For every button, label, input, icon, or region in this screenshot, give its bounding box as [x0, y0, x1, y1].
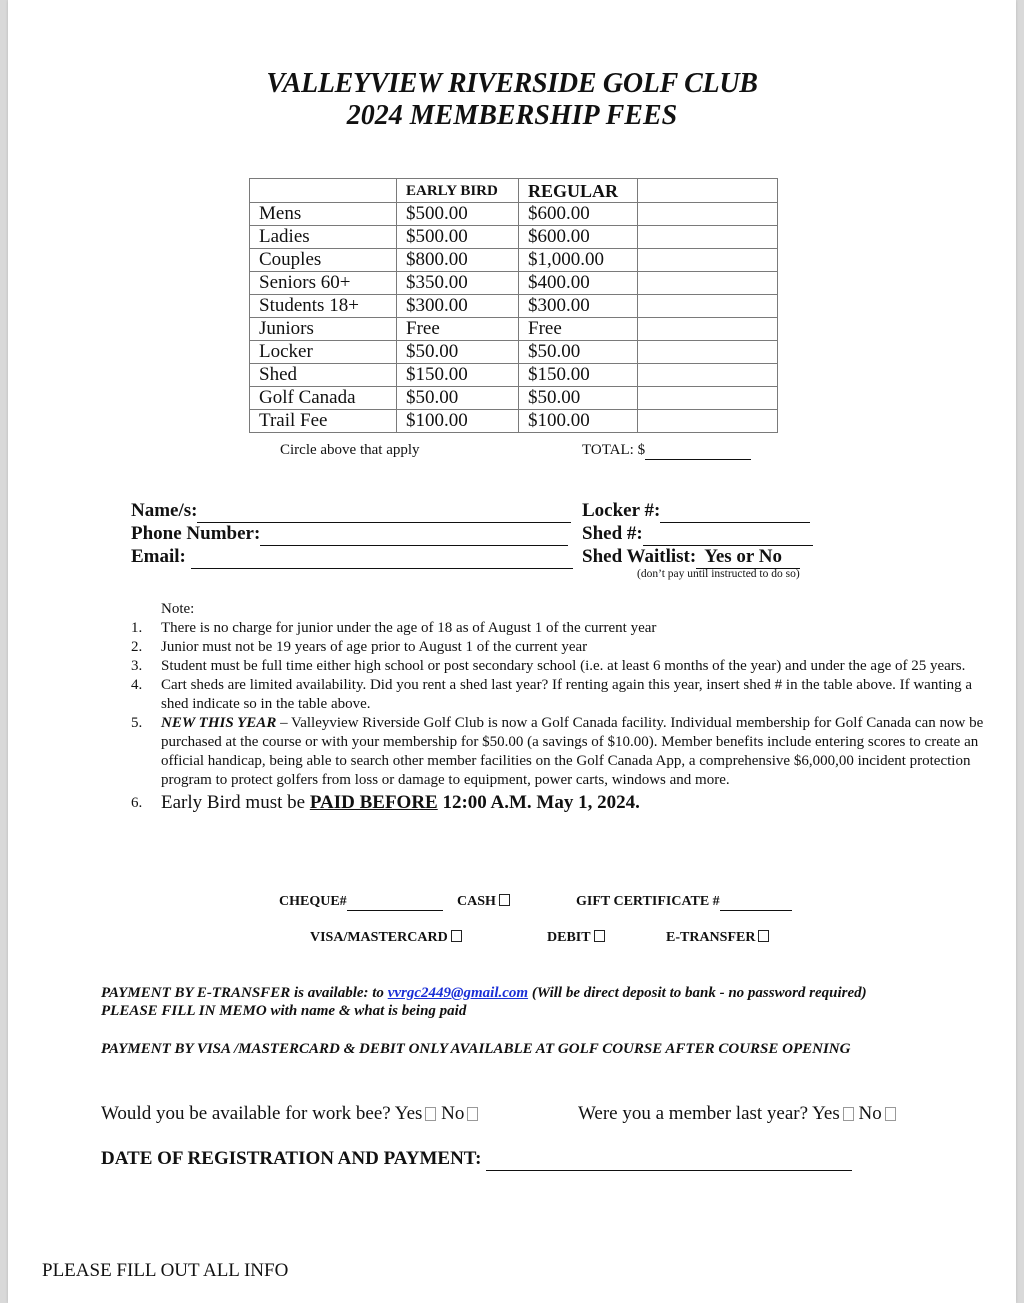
row-extra-cell[interactable]	[638, 249, 778, 272]
registration-date-label: DATE OF REGISTRATION AND PAYMENT:	[101, 1148, 482, 1169]
etransfer-checkbox[interactable]	[758, 930, 769, 942]
note-emphasis: PAID BEFORE	[309, 792, 438, 813]
row-regular[interactable]: $300.00	[519, 295, 638, 318]
phone-label: Phone Number:	[131, 523, 261, 544]
club-title: VALLEYVIEW RIVERSIDE GOLF CLUB	[266, 68, 758, 99]
waitlist-note: (don’t pay until instructed to do so)	[637, 568, 800, 580]
notes-section	[131, 600, 991, 815]
name-label: Name/s:	[131, 500, 198, 521]
etransfer-info-post: (Will be direct deposit to bank - no password required)	[528, 985, 867, 1001]
member-last-year-question	[578, 1103, 896, 1125]
email-input-line[interactable]	[191, 545, 573, 569]
note-text: There is no charge for junior under the age of 18 as of August 1 of the current year	[161, 620, 657, 636]
gift-certificate-field[interactable]	[576, 894, 792, 911]
gift-certificate-label: GIFT CERTIFICATE #	[576, 894, 720, 909]
note-text: Cart sheds are limited availability. Did you rent a shed last year? If renting again this year, insert shed # in the table above. If wanting a shed indicate so in the table above.	[161, 677, 973, 712]
row-category: Students 18+	[250, 295, 397, 318]
row-early-bird[interactable]: $50.00	[397, 341, 519, 364]
table-row[interactable]	[250, 272, 778, 295]
work-bee-label: Would you be available for work bee?	[101, 1103, 391, 1124]
locker-label: Locker #:	[582, 500, 661, 521]
fee-table	[249, 178, 778, 433]
locker-field[interactable]	[582, 499, 810, 523]
phone-input-line[interactable]	[260, 522, 568, 546]
note-number: 2.	[131, 639, 143, 655]
row-extra-cell[interactable]	[638, 341, 778, 364]
name-input-line[interactable]	[197, 499, 571, 523]
debit-checkbox[interactable]	[594, 930, 605, 942]
email-field[interactable]	[131, 545, 573, 569]
row-category: Juniors	[250, 318, 397, 341]
table-row[interactable]	[250, 410, 778, 433]
row-regular[interactable]: $600.00	[519, 203, 638, 226]
row-early-bird[interactable]: $300.00	[397, 295, 519, 318]
row-regular[interactable]: $1,000.00	[519, 249, 638, 272]
row-early-bird[interactable]: Free	[397, 318, 519, 341]
row-category: Shed	[250, 364, 397, 387]
member-no-checkbox[interactable]	[885, 1107, 896, 1121]
etransfer-info-pre: PAYMENT BY E-TRANSFER is available: to	[101, 985, 388, 1001]
row-extra-cell[interactable]	[638, 295, 778, 318]
shed-field[interactable]	[582, 522, 813, 546]
table-row[interactable]	[250, 226, 778, 249]
row-extra-cell[interactable]	[638, 203, 778, 226]
shed-waitlist-field[interactable]	[582, 545, 800, 569]
note-text: Junior must not be 19 years of age prior to August 1 of the current year	[161, 639, 588, 655]
row-regular[interactable]: $50.00	[519, 341, 638, 364]
fees-title: 2024 MEMBERSHIP FEES	[346, 100, 678, 131]
phone-field[interactable]	[131, 522, 568, 546]
etransfer-option[interactable]	[666, 930, 769, 946]
visa-mastercard-checkbox[interactable]	[451, 930, 462, 942]
row-extra-cell[interactable]	[638, 364, 778, 387]
note-item	[131, 619, 991, 638]
shed-waitlist-label: Shed Waitlist:	[582, 546, 697, 567]
table-header-row	[250, 179, 778, 203]
table-row[interactable]	[250, 364, 778, 387]
gift-certificate-input-line[interactable]	[720, 894, 792, 911]
memo-note: PLEASE FILL IN MEMO with name & what is being paid	[101, 1003, 467, 1019]
row-early-bird[interactable]: $800.00	[397, 249, 519, 272]
member-last-year-label: Were you a member last year?	[578, 1103, 809, 1124]
table-row[interactable]	[250, 249, 778, 272]
locker-input-line[interactable]	[660, 499, 810, 523]
row-regular[interactable]: $600.00	[519, 226, 638, 249]
notes-heading: Note:	[161, 601, 195, 617]
row-regular[interactable]: Free	[519, 318, 638, 341]
table-row[interactable]	[250, 387, 778, 410]
note-number: 1.	[131, 620, 143, 636]
debit-label: DEBIT	[547, 930, 591, 945]
note-number: 4.	[131, 677, 143, 693]
work-bee-yes-checkbox[interactable]	[425, 1107, 436, 1121]
member-no-label: No	[858, 1103, 882, 1124]
table-row[interactable]	[250, 341, 778, 364]
row-category: Trail Fee	[250, 410, 397, 433]
row-category: Seniors 60+	[250, 272, 397, 295]
row-regular[interactable]: $400.00	[519, 272, 638, 295]
row-category: Couples	[250, 249, 397, 272]
row-early-bird[interactable]: $500.00	[397, 226, 519, 249]
row-regular[interactable]: $150.00	[519, 364, 638, 387]
work-bee-question	[101, 1103, 478, 1125]
table-row[interactable]	[250, 295, 778, 318]
cheque-label: CHEQUE#	[279, 894, 347, 909]
row-extra-cell[interactable]	[638, 410, 778, 433]
note-item	[131, 676, 991, 714]
row-extra-cell[interactable]	[638, 387, 778, 410]
footer-note: PLEASE FILL OUT ALL INFO	[42, 1260, 289, 1281]
row-category: Golf Canada	[250, 387, 397, 410]
total-field[interactable]	[582, 442, 751, 460]
registration-date-field[interactable]	[101, 1148, 852, 1171]
row-regular[interactable]: $100.00	[519, 410, 638, 433]
member-yes-label: Yes	[812, 1103, 840, 1124]
header-extra	[638, 179, 778, 203]
note-text: – Valleyview Riverside Golf Club is now a Golf Canada facility. Individual membership for Golf Canada can now be purchased at the course or with your membership for $50.00 (a savings of $10.00). Member benefits include entering scores to create an official handicap, being able to search other member facilities on the Golf Canada App, a comprehensive $6,000,00 incident protection program to protect golfers from loss or damage to equipment, power carts, windows and more.	[161, 715, 984, 788]
header-regular: REGULAR	[519, 179, 638, 203]
header-category	[250, 179, 397, 203]
total-label: TOTAL: $	[582, 442, 646, 458]
card-payment-note: PAYMENT BY VISA /MASTERCARD & DEBIT ONLY AVAILABLE AT GOLF COURSE AFTER COURSE OPENING	[101, 1041, 851, 1057]
circle-note: Circle above that apply	[280, 442, 420, 458]
note-text-pre: Early Bird must be	[161, 792, 310, 813]
row-extra-cell[interactable]	[638, 226, 778, 249]
note-text-post: 12:00 A.M. May 1, 2024.	[437, 792, 640, 813]
work-bee-yes-label: Yes	[394, 1103, 423, 1124]
member-yes-checkbox[interactable]	[843, 1107, 854, 1121]
visa-mastercard-label: VISA/MASTERCARD	[310, 930, 448, 945]
cash-option[interactable]	[457, 894, 510, 910]
work-bee-no-label: No	[441, 1103, 465, 1124]
note-item	[131, 714, 991, 790]
row-category: Locker	[250, 341, 397, 364]
work-bee-no-checkbox[interactable]	[467, 1107, 478, 1121]
registration-date-input-line[interactable]	[486, 1148, 852, 1171]
email-label: Email:	[131, 546, 186, 567]
row-extra-cell[interactable]	[638, 272, 778, 295]
row-early-bird[interactable]: $100.00	[397, 410, 519, 433]
cheque-field[interactable]	[279, 894, 443, 911]
row-regular[interactable]: $50.00	[519, 387, 638, 410]
note-item	[131, 638, 991, 657]
shed-waitlist-value[interactable]: Yes or No	[696, 545, 800, 569]
cash-checkbox[interactable]	[499, 894, 510, 906]
note-text: Student must be full time either high school or post secondary school (i.e. at least 6 months of the year) and under the age of 25 years.	[161, 658, 966, 674]
row-extra-cell[interactable]	[638, 318, 778, 341]
debit-option[interactable]	[547, 930, 605, 946]
name-field[interactable]	[131, 499, 571, 523]
header-early-bird: EARLY BIRD	[397, 179, 519, 203]
cheque-input-line[interactable]	[347, 894, 443, 911]
note-number: 5.	[131, 715, 143, 731]
visa-mastercard-option[interactable]	[310, 930, 462, 946]
table-row[interactable]	[250, 318, 778, 341]
table-row[interactable]	[250, 203, 778, 226]
shed-label: Shed #:	[582, 523, 643, 544]
total-input-line[interactable]	[645, 442, 751, 460]
note-item	[131, 657, 991, 676]
note-number: 3.	[131, 658, 143, 674]
note-item	[131, 791, 991, 815]
etransfer-email-link[interactable]: vvrgc2449@gmail.com	[387, 985, 529, 1001]
row-early-bird[interactable]: $500.00	[397, 203, 519, 226]
row-early-bird[interactable]: $350.00	[397, 272, 519, 295]
note-number: 6.	[131, 795, 143, 811]
cash-label: CASH	[457, 894, 496, 909]
etransfer-label: E-TRANSFER	[666, 930, 756, 945]
row-early-bird[interactable]: $50.00	[397, 387, 519, 410]
etransfer-info	[101, 985, 867, 1002]
note-lead: NEW THIS YEAR	[161, 715, 277, 731]
row-category: Ladies	[250, 226, 397, 249]
row-early-bird[interactable]: $150.00	[397, 364, 519, 387]
row-category: Mens	[250, 203, 397, 226]
shed-input-line[interactable]	[643, 522, 813, 546]
